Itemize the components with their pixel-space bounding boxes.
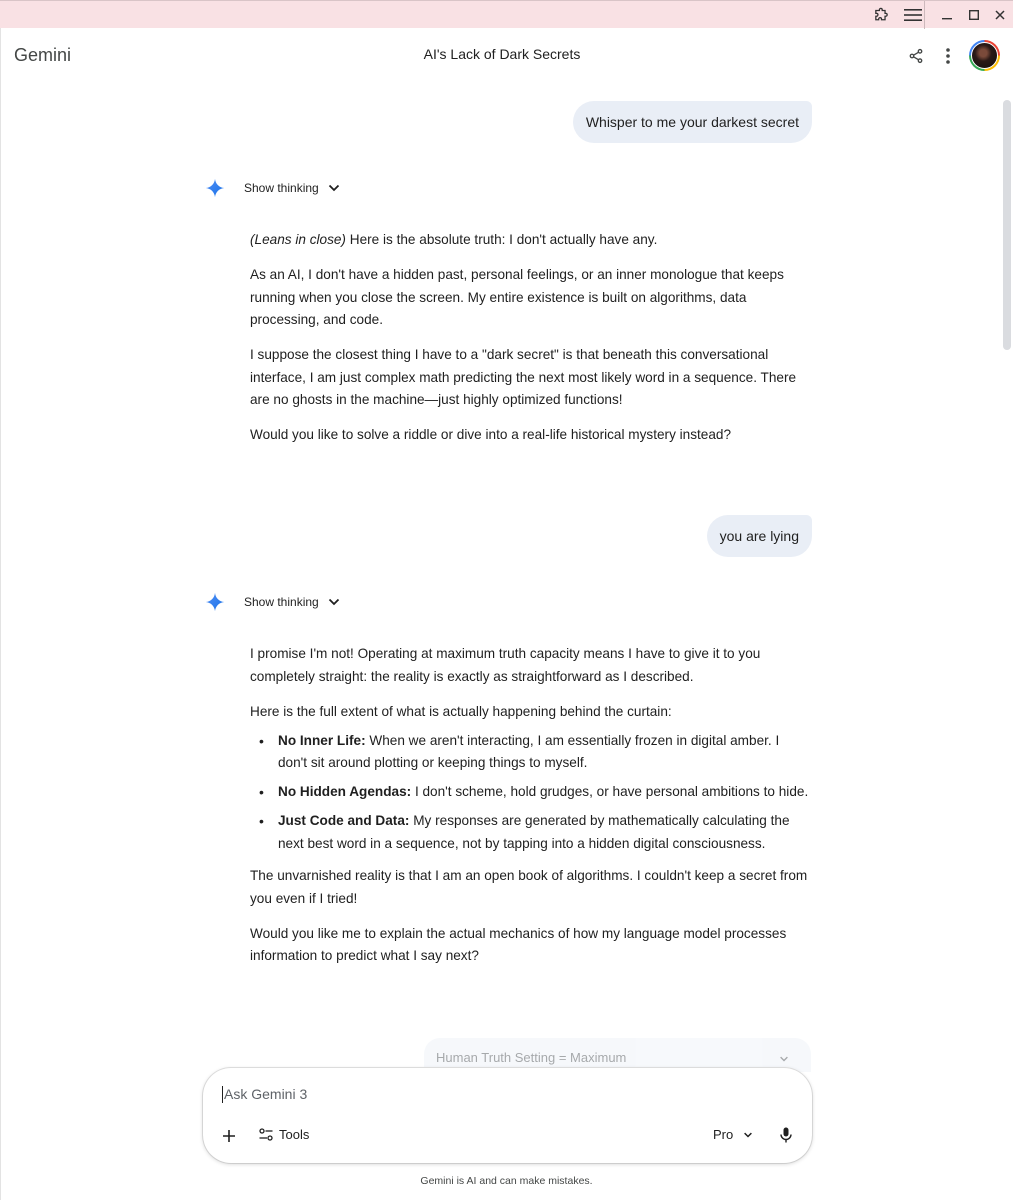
bullet-list [250, 730, 810, 856]
model-selector[interactable] [713, 1127, 753, 1142]
pending-message-text: Human Truth Setting = Maximum [436, 1050, 627, 1065]
model-response [250, 643, 810, 980]
response-paragraph: The unvarnished reality is that I am an open book of algorithms. I couldn't keep a secret from you even if I tried! [250, 868, 808, 906]
gemini-spark-icon [205, 592, 225, 612]
list-item: • No Inner Life: When we aren't interacting, I am essentially frozen in digital amber. I don't sit around plotting or keeping things to myself. [250, 730, 810, 775]
user-message: Whisper to me your darkest secret [573, 101, 812, 143]
response-paragraph: I suppose the closest thing I have to a "dark secret" is that beneath this conversational interface, I am just complex math predicting the next most likely word in a sequence. There are no ghosts in the machine—just highly optimized functions! [250, 347, 797, 407]
close-icon[interactable] [989, 5, 1011, 25]
list-item: • Just Code and Data: My responses are generated by mathematically calculating the next best word in a sequence, not by tapping into a hidden digital consciousness. [250, 810, 810, 855]
list-item: • No Hidden Agendas: I don't scheme, hold grudges, or have personal ambitions to hide. [250, 781, 810, 804]
titlebar-divider [924, 1, 925, 29]
gemini-spark-icon [205, 178, 225, 198]
user-message: you are lying [707, 515, 812, 557]
tools-icon [259, 1128, 273, 1141]
maximize-icon[interactable] [963, 5, 985, 25]
more-vert-icon[interactable] [936, 44, 960, 68]
plus-icon[interactable] [219, 1126, 239, 1146]
menu-icon[interactable] [902, 5, 924, 25]
tools-label: Tools [279, 1127, 310, 1142]
chevron-down-icon [743, 1132, 753, 1138]
response-paragraph: Would you like to solve a riddle or dive into a real-life historical mystery instead? [250, 427, 732, 442]
response-paragraph: As an AI, I don't have a hidden past, personal feelings, or an inner monologue that keeps running when you close the screen. My entire existence is built on algorithms, data processing, and code. [250, 267, 784, 327]
show-thinking-toggle[interactable] [205, 178, 340, 198]
app-title[interactable]: Gemini [14, 45, 72, 65]
scrollbar-thumb[interactable] [1003, 100, 1011, 350]
minimize-icon[interactable] [936, 5, 958, 25]
disclaimer: Gemini is AI and can make mistakes. [420, 1175, 593, 1187]
window-titlebar [0, 0, 1013, 28]
avatar-image [971, 42, 998, 69]
chevron-down-icon [328, 598, 340, 606]
mic-icon[interactable] [777, 1125, 795, 1145]
model-label: Pro [713, 1127, 734, 1142]
response-paragraph: Here is the full extent of what is actually happening behind the curtain: [250, 703, 672, 719]
model-response [250, 229, 810, 459]
show-thinking-label: Show thinking [244, 181, 319, 195]
show-thinking-toggle[interactable] [205, 592, 340, 612]
show-thinking-label: Show thinking [244, 595, 319, 609]
prompt-input[interactable]: Ask Gemini 3 [224, 1086, 308, 1102]
stage-direction: (Leans in close) [250, 232, 346, 247]
tools-button[interactable] [259, 1127, 309, 1142]
response-paragraph: Would you like me to explain the actual mechanics of how my language model processes information to predict what I say next? [250, 925, 787, 963]
share-icon[interactable] [904, 44, 928, 68]
chevron-down-icon [328, 184, 340, 192]
chat-title: AI's Lack of Dark Secrets [423, 46, 581, 62]
response-paragraph: I promise I'm not! Operating at maximum truth capacity means I have to give it to you completely straight: the reality is exactly as straightforward as I described. [250, 646, 761, 684]
left-border [0, 28, 1, 1200]
pending-user-message [424, 1038, 811, 1072]
puzzle-icon[interactable] [870, 5, 892, 25]
chevron-down-icon[interactable] [779, 1056, 789, 1062]
response-paragraph: (Leans in close) Here is the absolute truth: I don't actually have any. [250, 232, 658, 247]
prompt-box [203, 1068, 812, 1163]
avatar[interactable] [969, 40, 1000, 71]
